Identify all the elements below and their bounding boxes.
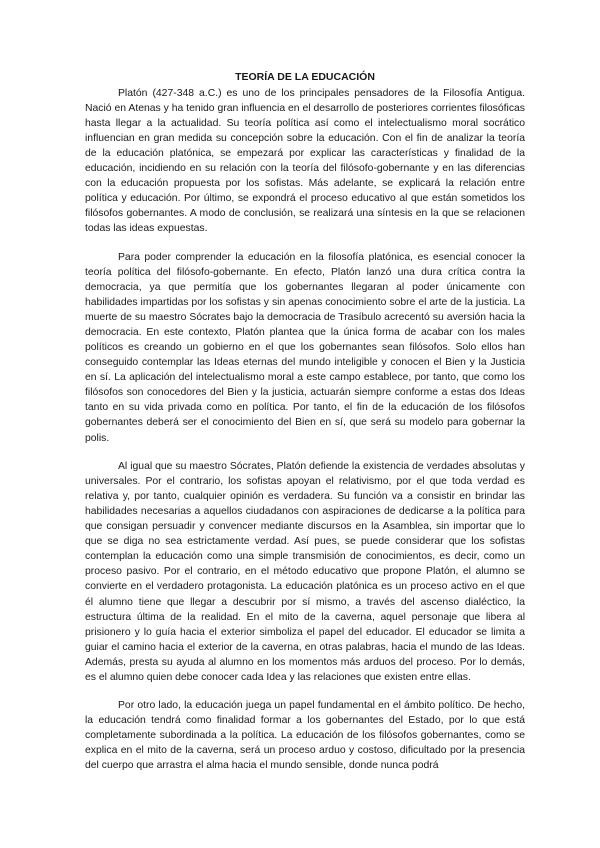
document-body <box>85 70 525 787</box>
paragraph-philosopher-ruler: Para poder comprender la educación en la filosofía platónica, es esencial conocer la teoría política del filósofo-gobernante. En efecto, Platón lanzó una dura crítica contra la democracia, ya que permitía que los gobernantes llegaran al poder únicamente con habilidades impartidas por los sofistas y sin apenas conocimiento sobre el arte de la justicia. La muerte de su maestro Sócrates bajo la democracia de Trasíbulo acrecentó su aversión hacia la democracia. En este contexto, Platón plantea que la única forma de acabar con los males políticos es creando un gobierno en el que los gobernantes sean filósofos. Solo ellos han conseguido contemplar las Ideas eternas del mundo inteligible y conocen el Bien y la Justicia en sí. La aplicación del intelectualismo moral a este campo establece, por tanto, que como los filósofos son conocedores del Bien y la justicia, actuarán siempre conforme a estas dos Ideas tanto en su vida privada como en política. Por tanto, el fin de la educación de los filósofos gobernantes deberá ser el conocimiento del Bien en sí, que será su modelo para gobernar la polis. <box>85 251 525 444</box>
paragraph-sophists: Al igual que su maestro Sócrates, Platón defiende la existencia de verdades absolutas y universales. Por el contrario, los sofistas apoyan el relativismo, por el que toda verdad es relativa y, por tanto, cualquier opinión es verdadera. Su función va a consistir en brindar las habilidades necesarias a aquellos ciudadanos con aspiraciones de dedicarse a la política para que consigan persuadir y convencer mediante discursos en la Asamblea, sin importar que lo que se diga no sea estrictamente verdad. Así pues, se puede considerar que los sofistas contemplan la educación como una simple transmisión de conocimientos, es decir, como un proceso pasivo. Por el contrario, en el método educativo que propone Platón, el alumno se convierte en el verdadero protagonista. La educación platónica es un proceso activo en el que él alumno tiene que llegar a descubrir por sí mismo, a través del ascenso dialéctico, la estructura última de la realidad. En el mito de la caverna, aquel personaje que libera al prisionero y lo guía hacia el exterior simboliza el papel del educador. El educador se limita a guiar el camino hacia el exterior de la caverna, en otras palabras, hacia el mundo de las Ideas. Además, presta su ayuda al alumno en los momentos más arduos del proceso. Por lo demás, es el alumno quien debe conocer cada Idea y las relaciones que existen entre ellas. <box>85 461 525 683</box>
paragraph-politics-education: Por otro lado, la educación juega un papel fundamental en el ámbito político. De hecho, la educación tendrá como finalidad formar a los gobernantes del Estado, por lo que está completamente subordinada a la política. La educación de los filósofos gobernantes, como se explica en el mito de la caverna, será un proceso arduo y costoso, dificultado por la presencia del cuerpo que arrastra el alma hacia el mundo sensible, donde nunca podrá <box>85 700 525 772</box>
document-title: TEORÍA DE LA EDUCACIÓN <box>235 71 375 83</box>
paragraph-introduction: Platón (427-348 a.C.) es uno de los principales pensadores de la Filosofía Antigua. Nació en Atenas y ha tenido gran influencia en el desarrollo de posteriores corrientes filosóficas hasta llegar a la actualidad. Su teoría política así como el intelectualismo moral socrático influencian en gran medida su concepción sobre la educación. Con el fin de analizar la teoría de la educación platónica, se empezará por explicar las características y finalidad de la educación, incidiendo en su relación con la teoría del filósofo-gobernante y en las diferencias con la educación propuesta por los sofistas. Más adelante, se explicará la relación entre política y educación. Por último, se expondrá el proceso educativo al que están sometidos los filósofos gobernantes. A modo de conclusión, se realizará una síntesis en la que se relacionen todas las ideas expuestas. <box>85 88 525 235</box>
